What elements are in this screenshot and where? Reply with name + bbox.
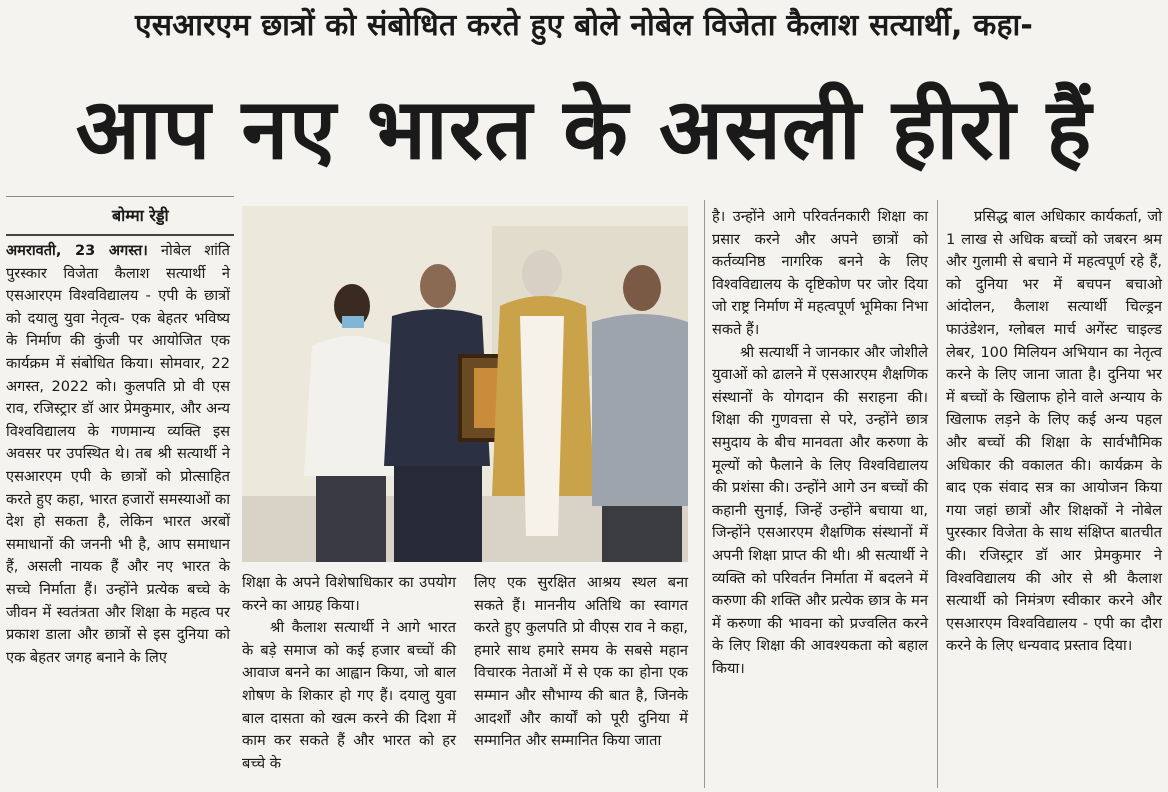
column-divider: [937, 200, 938, 788]
dateline: अमरावती, 23 अगस्त।: [6, 242, 148, 259]
byline-rule-top: [6, 196, 234, 197]
column-text: श्री सत्यार्थी ने जानकार और जोशीले युवाओं को ढालने में एसआरएम शैक्षणिक संस्थानों के योगदान की सराहना की। शिक्षा की गुणवत्ता से परे, उन्होंने छात्र समुदाय के बीच मानवता और करुणा के मूल्यों को फैलाने के लिए विश्वविद्यालय की प्रशंसा की। उन्होंने आगे उन बच्चों की कहानी सुनाई, जिन्हें उन्होंने बचाया था, जिन्होंने एसआरएम शैक्षणिक संस्थानों में अपनी शिक्षा प्राप्त की थी। श्री सत्यार्थी ने व्यक्ति को परिवर्तन निर्माता में बदलने में करुणा की शक्ति और प्रत्येक छात्र के मन में करुणा की भावना को प्रज्वलित करने के लिए शिक्षा की आवश्यकता को बहाल किया।: [712, 343, 928, 677]
article-column-2: [242, 572, 456, 775]
main-headline: आप नए भारत के असली हीरो हैं: [75, 80, 1093, 178]
column-text: शिक्षा के अपने विशेषाधिकार का उपयोग करने का आग्रह किया।: [242, 574, 456, 614]
column-text: लिए एक सुरक्षित आश्रय स्थल बना सकते हैं। माननीय अतिथि का स्वागत करते हुए कुलपति प्रो वीएस राव ने कहा, हमारे साथ हमारे समय के सबसे महान विचारक नेताओं में से एक का होना एक सम्मान और सौभाग्य की बात है, जिनके आदर्शों और कार्यों को पूरी दुनिया में सम्मानित और सम्मानित किया जाता: [474, 574, 688, 750]
column-divider: [704, 200, 705, 788]
column-text: है। उन्होंने आगे परिवर्तनकारी शिक्षा का प्रसार करने और अपने छात्रों को कर्तव्यनिष्ठ नागरिक बनने के लिए विश्वविद्यालय के दृष्टिकोण पर जोर दिया जो राष्ट्र निर्माण में महत्वपूर्ण भूमिका निभा सकते हैं।: [712, 208, 928, 338]
column-text: नोबेल शांति पुरस्कार विजेता कैलाश सत्यार्थी ने एसआरएम विश्वविद्यालय - एपी के छात्रों को दयालु युवा नेतृत्व- एक बेहतर भविष्य के निर्माण की कुंजी पर आयोजित एक कार्यक्रम में संबोधित किया। सोमवार, 22 अगस्त, 2022 को। कुलपति प्रो वी एस राव, रजिस्ट्रार डॉ आर प्रेमकुमार, और अन्य विश्वविद्यालय के गणमान्य व्यक्ति इस अवसर पर उपस्थित थे। तब श्री सत्यार्थी ने एसआरएम एपी के छात्रों को प्रोत्साहित करते हुए कहा, भारत हजारों समस्याओं का देश हो सकता है, लेकिन भारत अरबों समाधानों की जननी भी है, आप समाधान हैं, असली नायक हैं और नए भारत के सच्चे निर्माता हैं। उन्होंने प्रत्येक बच्चे के जीवन में स्वतंत्रता और शिक्षा के महत्व पर प्रकाश डाला और छात्रों से इस दुनिया को एक बेहतर जगह बनाने के लिए: [6, 242, 230, 666]
news-photo: [242, 206, 688, 562]
column-text: प्रसिद्ध बाल अधिकार कार्यकर्ता, जो 1 लाख से अधिक बच्चों को जबरन श्रम और गुलामी से बचाने में महत्वपूर्ण रहे हैं, को दुनिया भर में बचपन बचाओ आंदोलन, कैलाश सत्यार्थी चिल्ड्रन फाउंडेशन, ग्लोबल मार्च अगेंस्ट चाइल्ड लेबर, 100 मिलियन अभियान का नेतृत्व करने के लिए जाना जाता है। दुनिया भर में बच्चों के खिलाफ होने वाले अन्याय के खिलाफ लड़ने के लिए कई अन्य पहल और बच्चों की शिक्षा के सार्वभौमिक अधिकार की वकालत की। कार्यक्रम के बाद एक संवाद सत्र का आयोजन किया गया जहां छात्रों और शिक्षकों ने नोबेल पुरस्कार विजेता के साथ संक्षिप्त बातचीत की। रजिस्ट्रार डॉ आर प्रेमकुमार ने विश्वविद्यालय की ओर से श्री कैलाश सत्यार्थी को निमंत्रण स्वीकार करने और एसआरएम विश्वविद्यालय - एपी का दौरा करने के लिए धन्यवाद प्रस्ताव दिया।: [946, 208, 1162, 655]
kicker-headline: एसआरएम छात्रों को संबोधित करते हुए बोले नोबेल विजेता कैलाश सत्यार्थी, कहा-: [134, 8, 1034, 43]
article-column-3: [474, 572, 688, 753]
byline: बोम्मा रेड्डी: [112, 206, 169, 225]
byline-rule: [6, 234, 234, 236]
column-text: श्री कैलाश सत्यार्थी ने आगे भारत के बड़े समाज को कई हजार बच्चों की आवाज बनने का आह्वान किया, जो बाल शोषण के शिकार हो गए हैं। दयालु युवा बाल दासता को खत्म करने की दिशा में काम कर सकते हैं और भारत को हर बच्चे के: [242, 619, 456, 772]
article-column-4: [712, 206, 928, 680]
article-column-1: [6, 240, 230, 669]
article-column-5: [946, 206, 1162, 658]
